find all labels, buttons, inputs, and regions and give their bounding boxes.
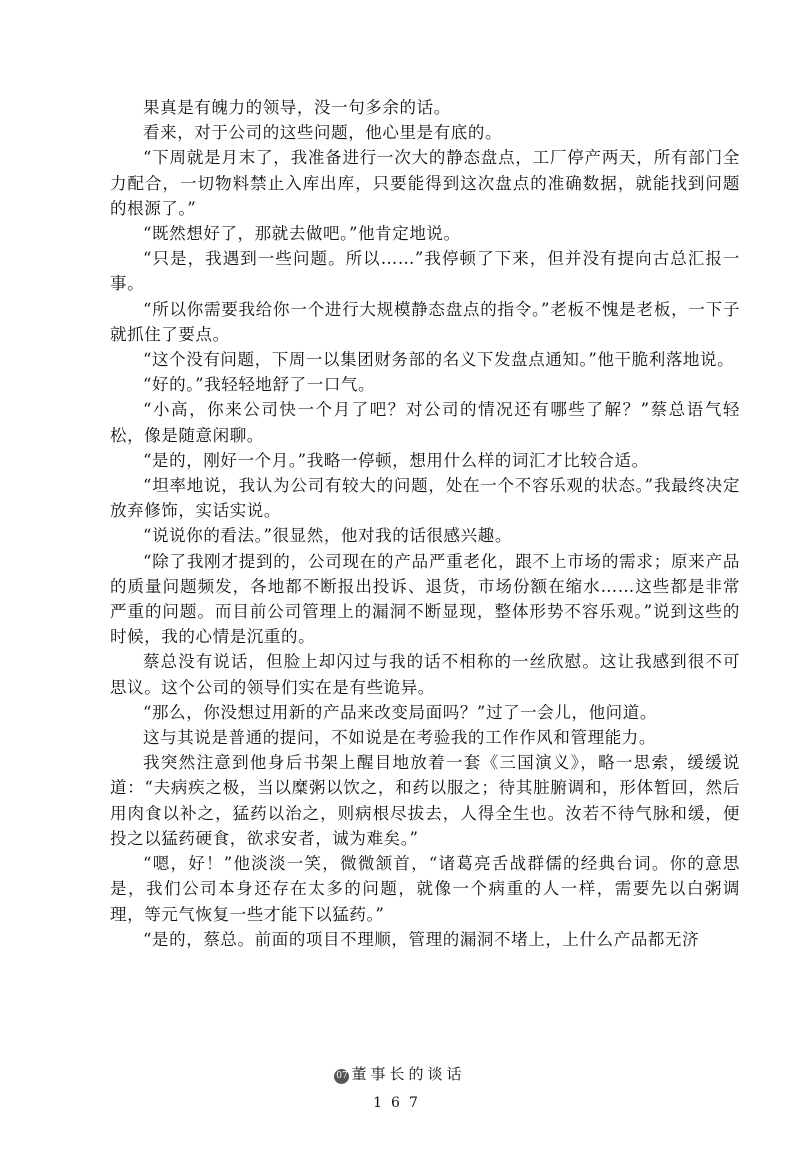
paragraph: 这与其说是普通的提问，不如说是在考验我的工作作风和管理能力。 <box>143 728 656 748</box>
chapter-badge: 07 <box>334 1069 349 1084</box>
paragraph: “除了我刚才提到的，公司现在的产品严重老化，跟不上市场的需求；原来产品的质量问题频发，各地都不断报出投诉、退货，市场份额在缩水……这些都是非常严重的问题。而目前公司管理上的漏洞不断显现，整体形势不容乐观。”说到这些的时候，我的心情是沉重的。 <box>110 551 740 647</box>
paragraph: “那么，你没想过用新的产品来改变局面吗？”过了一会儿，他问道。 <box>143 702 657 722</box>
chapter-title: 董事长的谈话 <box>351 1065 466 1083</box>
body-text <box>110 95 740 952</box>
paragraph: 看来，对于公司的这些问题，他心里是有底的。 <box>143 123 503 143</box>
paragraph: “所以你需要我给你一个进行大规模静态盘点的指令。”老板不愧是老板，一下子就抓住了要点。 <box>110 299 740 344</box>
paragraph: “既然想好了，那就去做吧。”他肯定地说。 <box>143 224 461 244</box>
paragraph: “好的。”我轻轻地舒了一口气。 <box>143 375 376 395</box>
paragraph: “是的，刚好一个月。”我略一停顿，想用什么样的词汇才比较合适。 <box>143 450 649 470</box>
paragraph: 蔡总没有说话，但脸上却闪过与我的话不相称的一丝欣慰。这让我感到很不可思议。这个公司的领导们实在是有些诡异。 <box>110 652 740 697</box>
paragraph: “坦率地说，我认为公司有较大的问题，处在一个不容乐观的状态。”我最终决定放弃修饰，实话实说。 <box>110 476 740 521</box>
paragraph: “是的，蔡总。前面的项目不理顺，管理的漏洞不堵上，上什么产品都无济 <box>143 929 700 949</box>
chapter-footer <box>0 1063 800 1084</box>
paragraph: “小高，你来公司快一个月了吧？对公司的情况还有哪些了解？”蔡总语气轻松，像是随意闲聊。 <box>110 400 740 445</box>
paragraph: “嗯，好！”他淡淡一笑，微微颔首，“诸葛亮舌战群儒的经典台词。你的意思是，我们公司本身还存在太多的问题，就像一个病重的人一样，需要先以白粥调理，等元气恢复一些才能下以猛药。” <box>110 854 740 924</box>
paragraph: “只是，我遇到一些问题。所以……”我停顿了下来，但并没有提向古总汇报一事。 <box>110 249 740 294</box>
paragraph: “这个没有问题，下周一以集团财务部的名义下发盘点通知。”他干脆利落地说。 <box>143 350 735 370</box>
paragraph: “下周就是月末了，我准备进行一次大的静态盘点，工厂停产两天，所有部门全力配合，一切物料禁止入库出库，只要能得到这次盘点的准确数据，就能找到问题的根源了。” <box>110 148 740 218</box>
paragraph: 果真是有魄力的领导，没一句多余的话。 <box>143 98 451 117</box>
paragraph: “说说你的看法。”很显然，他对我的话很感兴趣。 <box>143 526 512 546</box>
paragraph: 我突然注意到他身后书架上醒目地放着一套《三国演义》，略一思索，缓缓说道：“夫病疾之极，当以糜粥以饮之，和药以服之；待其脏腑调和，形体暂回，然后用肉食以补之，猛药以治之，则病根尽拔去，人得全生也。汝若不待气脉和缓，便投之以猛药硬食，欲求安者，诚为难矣。” <box>110 753 740 848</box>
page-number: 167 <box>373 1095 427 1111</box>
